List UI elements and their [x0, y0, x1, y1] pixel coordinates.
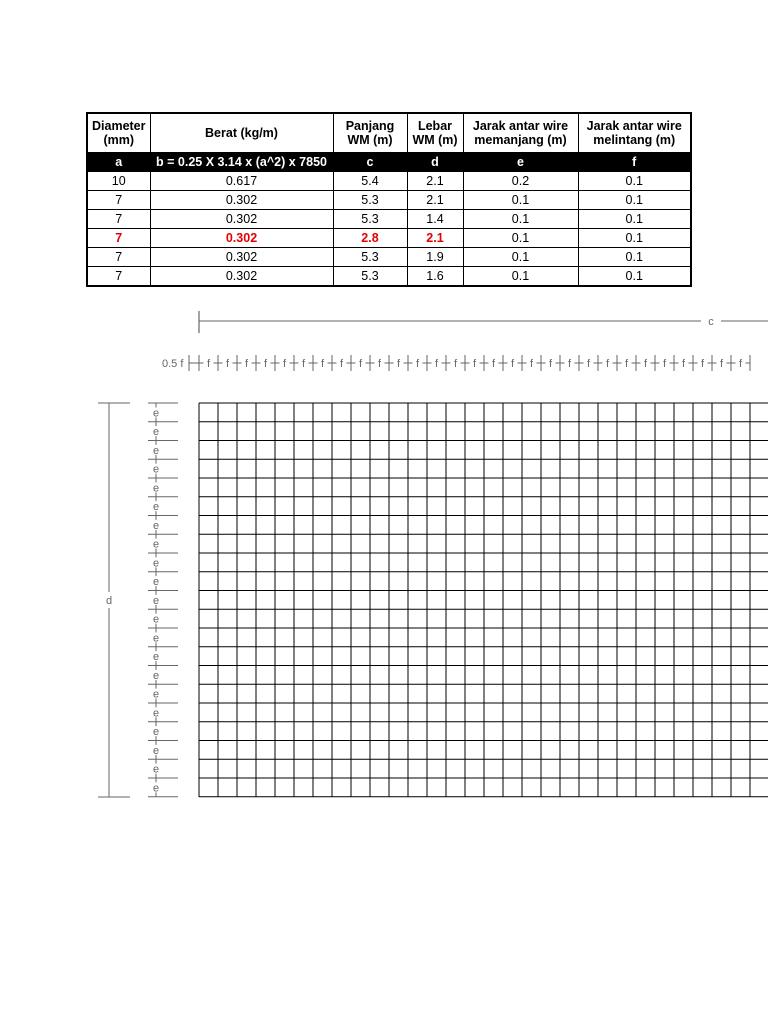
row-spacing-label: e — [152, 482, 160, 495]
cell-panjang: 2.8 — [333, 229, 407, 248]
column-spacing-label: f — [225, 358, 230, 370]
cell-lebar: 1.4 — [407, 210, 463, 229]
table-symbol-row — [87, 153, 691, 172]
cell-diameter: 7 — [87, 191, 150, 210]
table-row — [87, 191, 691, 210]
row-spacing-label: e — [152, 576, 160, 589]
row-spacing-label: e — [152, 669, 160, 682]
cell-diameter: 7 — [87, 248, 150, 267]
header-berat: Berat (kg/m) — [150, 113, 333, 153]
header-jarak-melintang: Jarak antar wire melintang (m) — [578, 113, 691, 153]
width-label: d — [105, 595, 113, 607]
column-spacing-label: f — [586, 358, 591, 370]
cell-berat: 0.302 — [150, 210, 333, 229]
cell-jarak-memanjang: 0.2 — [463, 172, 578, 191]
cell-jarak-memanjang: 0.1 — [463, 191, 578, 210]
cell-jarak-memanjang: 0.1 — [463, 248, 578, 267]
column-spacing-label: f — [700, 358, 705, 370]
length-dimension — [199, 311, 768, 333]
width-dimension — [98, 403, 130, 797]
row-spacing-label: e — [152, 744, 160, 757]
table-body — [87, 172, 691, 287]
cell-lebar: 2.1 — [407, 191, 463, 210]
column-spacing-label: f — [529, 358, 534, 370]
row-spacing-dimensions — [148, 403, 178, 797]
cell-berat: 0.302 — [150, 229, 333, 248]
column-spacing-label: f — [510, 358, 515, 370]
cell-lebar: 2.1 — [407, 172, 463, 191]
cell-panjang: 5.3 — [333, 191, 407, 210]
row-spacing-label: e — [152, 688, 160, 701]
cell-berat: 0.302 — [150, 248, 333, 267]
row-spacing-label: e — [152, 557, 160, 570]
cell-panjang: 5.3 — [333, 210, 407, 229]
cell-diameter: 10 — [87, 172, 150, 191]
column-spacing-label: f — [282, 358, 287, 370]
column-spacing-label: f — [358, 358, 363, 370]
column-spacing-label: f — [206, 358, 211, 370]
row-spacing-label: e — [152, 763, 160, 776]
cell-diameter: 7 — [87, 267, 150, 287]
row-spacing-label: e — [152, 538, 160, 551]
column-spacing-label: f — [662, 358, 667, 370]
cell-jarak-memanjang: 0.1 — [463, 267, 578, 287]
cell-jarak-memanjang: 0.1 — [463, 229, 578, 248]
column-spacing-label: f — [491, 358, 496, 370]
cell-jarak-melintang: 0.1 — [578, 172, 691, 191]
row-spacing-label: e — [152, 594, 160, 607]
column-spacing-label: f — [434, 358, 439, 370]
table-row — [87, 229, 691, 248]
column-spacing-label: f — [624, 358, 629, 370]
column-spacing-label: f — [605, 358, 610, 370]
column-spacing-label: f — [320, 358, 325, 370]
row-spacing-label: e — [152, 782, 160, 795]
table-row — [87, 248, 691, 267]
column-spacing-label: f — [301, 358, 306, 370]
cell-berat: 0.617 — [150, 172, 333, 191]
cell-jarak-melintang: 0.1 — [578, 248, 691, 267]
header-diameter: Diameter (mm) — [87, 113, 150, 153]
column-spacing-label: f — [643, 358, 648, 370]
cell-jarak-melintang: 0.1 — [578, 210, 691, 229]
symbol-c: c — [333, 153, 407, 172]
wire-mesh-drawing — [0, 300, 768, 810]
header-lebar: Lebar WM (m) — [407, 113, 463, 153]
column-spacing-label: f — [415, 358, 420, 370]
cell-diameter: 7 — [87, 229, 150, 248]
cell-panjang: 5.3 — [333, 267, 407, 287]
table-row — [87, 210, 691, 229]
row-spacing-label: e — [152, 501, 160, 514]
cell-panjang: 5.3 — [333, 248, 407, 267]
table-row — [87, 267, 691, 287]
column-spacing-label: f — [396, 358, 401, 370]
cell-jarak-melintang: 0.1 — [578, 229, 691, 248]
symbol-e: e — [463, 153, 578, 172]
cell-jarak-melintang: 0.1 — [578, 267, 691, 287]
wire-mesh-spec-table — [86, 112, 692, 287]
column-spacing-label: f — [738, 358, 743, 370]
row-spacing-label: e — [152, 613, 160, 626]
symbol-b-formula: b = 0.25 X 3.14 x (a^2) x 7850 — [150, 153, 333, 172]
row-spacing-label: e — [152, 407, 160, 420]
row-spacing-label: e — [152, 632, 160, 645]
header-panjang: Panjang WM (m) — [333, 113, 407, 153]
column-spacing-label: f — [548, 358, 553, 370]
cell-lebar: 1.6 — [407, 267, 463, 287]
column-spacing-label: f — [244, 358, 249, 370]
symbol-d: d — [407, 153, 463, 172]
column-spacing-label: f — [567, 358, 572, 370]
cell-berat: 0.302 — [150, 191, 333, 210]
column-spacing-label: f — [377, 358, 382, 370]
column-spacing-label: f — [472, 358, 477, 370]
row-spacing-label: e — [152, 519, 160, 532]
column-spacing-dimensions — [162, 355, 750, 371]
row-spacing-label: e — [152, 444, 160, 457]
column-spacing-label: f — [339, 358, 344, 370]
cell-berat: 0.302 — [150, 267, 333, 287]
cell-jarak-memanjang: 0.1 — [463, 210, 578, 229]
cell-panjang: 5.4 — [333, 172, 407, 191]
row-spacing-label: e — [152, 651, 160, 664]
symbol-f: f — [578, 153, 691, 172]
row-spacing-label: e — [152, 726, 160, 739]
row-spacing-label: e — [152, 463, 160, 476]
row-spacing-label: e — [152, 707, 160, 720]
column-spacing-label: f — [263, 358, 268, 370]
cell-lebar: 1.9 — [407, 248, 463, 267]
column-spacing-label: f — [453, 358, 458, 370]
cell-diameter: 7 — [87, 210, 150, 229]
table-row — [87, 172, 691, 191]
column-spacing-label: f — [719, 358, 724, 370]
header-jarak-memanjang: Jarak antar wire memanjang (m) — [463, 113, 578, 153]
row-spacing-label: e — [152, 426, 160, 439]
symbol-a: a — [87, 153, 150, 172]
cell-lebar: 2.1 — [407, 229, 463, 248]
start-offset-label: 0.5 f — [162, 358, 184, 370]
length-label: c — [708, 316, 714, 328]
cell-jarak-melintang: 0.1 — [578, 191, 691, 210]
column-spacing-label: f — [681, 358, 686, 370]
table-header-row — [87, 113, 691, 153]
wire-mesh-grid — [199, 403, 768, 797]
